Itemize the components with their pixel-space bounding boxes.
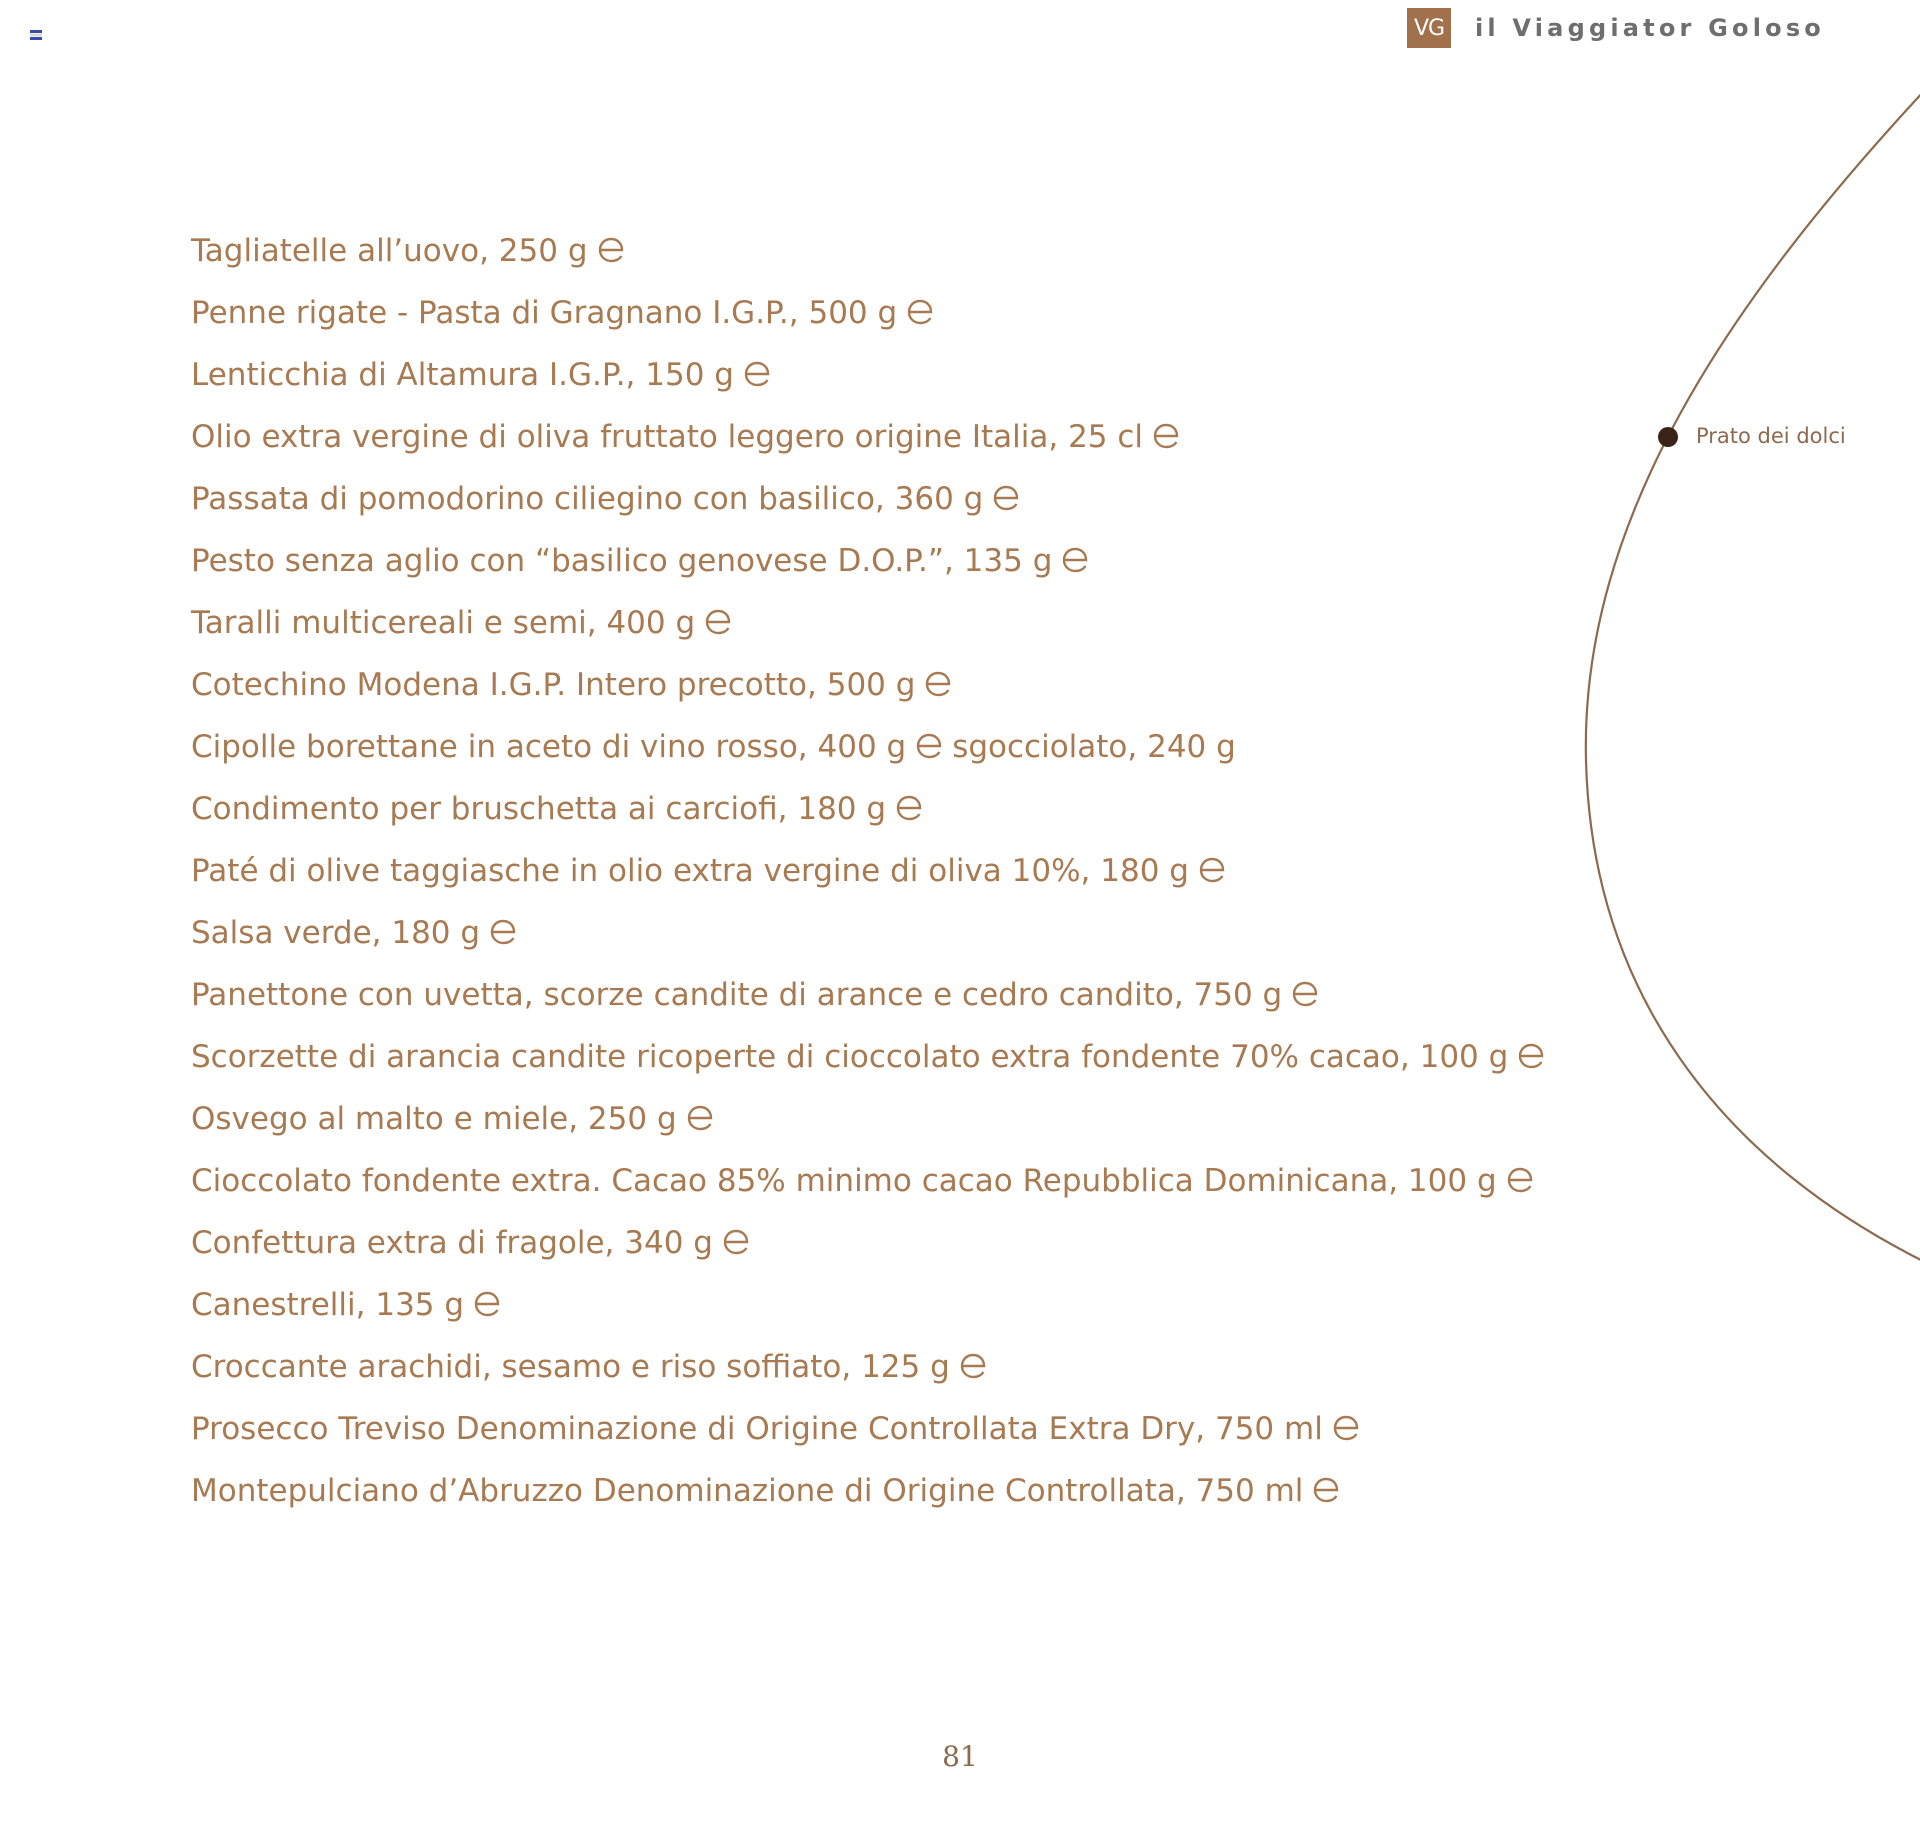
product-text: Condimento per bruschetta ai carciofi, 180 g xyxy=(191,791,887,827)
e-mark-icon xyxy=(1151,422,1181,450)
product-text: Osvego al malto e miele, 250 g xyxy=(191,1101,677,1137)
e-mark-icon xyxy=(1311,1476,1341,1504)
product-text: Passata di pomodorino ciliegino con basilico, 360 g xyxy=(191,481,984,517)
e-mark-icon xyxy=(685,1104,715,1132)
product-text: Penne rigate - Pasta di Gragnano I.G.P., 500 g xyxy=(191,295,898,331)
product-text: Confettura extra di fragole, 340 g xyxy=(191,1225,713,1261)
product-text: Canestrelli, 135 g xyxy=(191,1287,465,1323)
e-mark-icon xyxy=(1060,546,1090,574)
product-suffix: sgocciolato, 240 g xyxy=(952,729,1236,765)
product-item xyxy=(191,530,1546,592)
vg-logo: VG xyxy=(1407,8,1451,48)
product-item xyxy=(191,902,1546,964)
product-item xyxy=(191,716,1546,778)
product-item xyxy=(191,1212,1546,1274)
product-item xyxy=(191,778,1546,840)
product-list xyxy=(191,220,1546,1522)
product-item xyxy=(191,282,1546,344)
e-mark-icon xyxy=(1290,980,1320,1008)
product-text: Taralli multicereali e semi, 400 g xyxy=(191,605,696,641)
e-mark-icon xyxy=(488,918,518,946)
product-item xyxy=(191,1150,1546,1212)
brand-name: il Viaggiator Goloso xyxy=(1475,14,1825,42)
page-number: 81 xyxy=(942,1740,978,1773)
e-mark-icon xyxy=(1516,1042,1546,1070)
e-mark-icon xyxy=(905,298,935,326)
product-text: Tagliatelle all’uovo, 250 g xyxy=(191,233,588,269)
product-item xyxy=(191,964,1546,1026)
e-mark-icon xyxy=(596,236,626,264)
e-mark-icon xyxy=(472,1290,502,1318)
product-item xyxy=(191,344,1546,406)
product-text: Lenticchia di Altamura I.G.P., 150 g xyxy=(191,357,734,393)
product-item xyxy=(191,1336,1546,1398)
product-item xyxy=(191,1460,1546,1522)
product-item xyxy=(191,1398,1546,1460)
e-mark-icon xyxy=(1505,1166,1535,1194)
product-item xyxy=(191,1026,1546,1088)
product-text: Cioccolato fondente extra. Cacao 85% minimo cacao Repubblica Dominicana, 100 g xyxy=(191,1163,1497,1199)
product-text: Panettone con uvetta, scorze candite di arance e cedro candito, 750 g xyxy=(191,977,1283,1013)
product-item xyxy=(191,1088,1546,1150)
e-mark-icon xyxy=(742,360,772,388)
product-item xyxy=(191,654,1546,716)
route-stop-label: Prato dei dolci xyxy=(1696,424,1846,448)
e-mark-icon xyxy=(1197,856,1227,884)
product-text: Olio extra vergine di oliva fruttato leggero origine Italia, 25 cl xyxy=(191,419,1144,455)
product-item xyxy=(191,1274,1546,1336)
e-mark-icon xyxy=(991,484,1021,512)
e-mark-icon xyxy=(958,1352,988,1380)
e-mark-icon xyxy=(894,794,924,822)
e-mark-icon xyxy=(914,732,944,760)
product-text: Cipolle borettane in aceto di vino rosso, 400 g xyxy=(191,729,907,765)
e-mark-icon xyxy=(923,670,953,698)
product-text: Scorzette di arancia candite ricoperte di cioccolato extra fondente 70% cacao, 100 g xyxy=(191,1039,1509,1075)
route-stop-dot xyxy=(1658,427,1678,447)
product-item xyxy=(191,468,1546,530)
product-text: Croccante arachidi, sesamo e riso soffiato, 125 g xyxy=(191,1349,950,1385)
product-text: Pesto senza aglio con “basilico genovese D.O.P.”, 135 g xyxy=(191,543,1053,579)
product-text: Salsa verde, 180 g xyxy=(191,915,481,951)
e-mark-icon xyxy=(1331,1414,1361,1442)
product-text: Prosecco Treviso Denominazione di Origine Controllata Extra Dry, 750 ml xyxy=(191,1411,1323,1447)
product-text: Cotechino Modena I.G.P. Intero precotto, 500 g xyxy=(191,667,916,703)
e-mark-icon xyxy=(721,1228,751,1256)
product-item xyxy=(191,220,1546,282)
product-item xyxy=(191,840,1546,902)
product-item xyxy=(191,406,1546,468)
product-item xyxy=(191,592,1546,654)
e-mark-icon xyxy=(703,608,733,636)
product-text: Montepulciano d’Abruzzo Denominazione di Origine Controllata, 750 ml xyxy=(191,1473,1304,1509)
product-text: Paté di olive taggiasche in olio extra vergine di oliva 10%, 180 g xyxy=(191,853,1189,889)
